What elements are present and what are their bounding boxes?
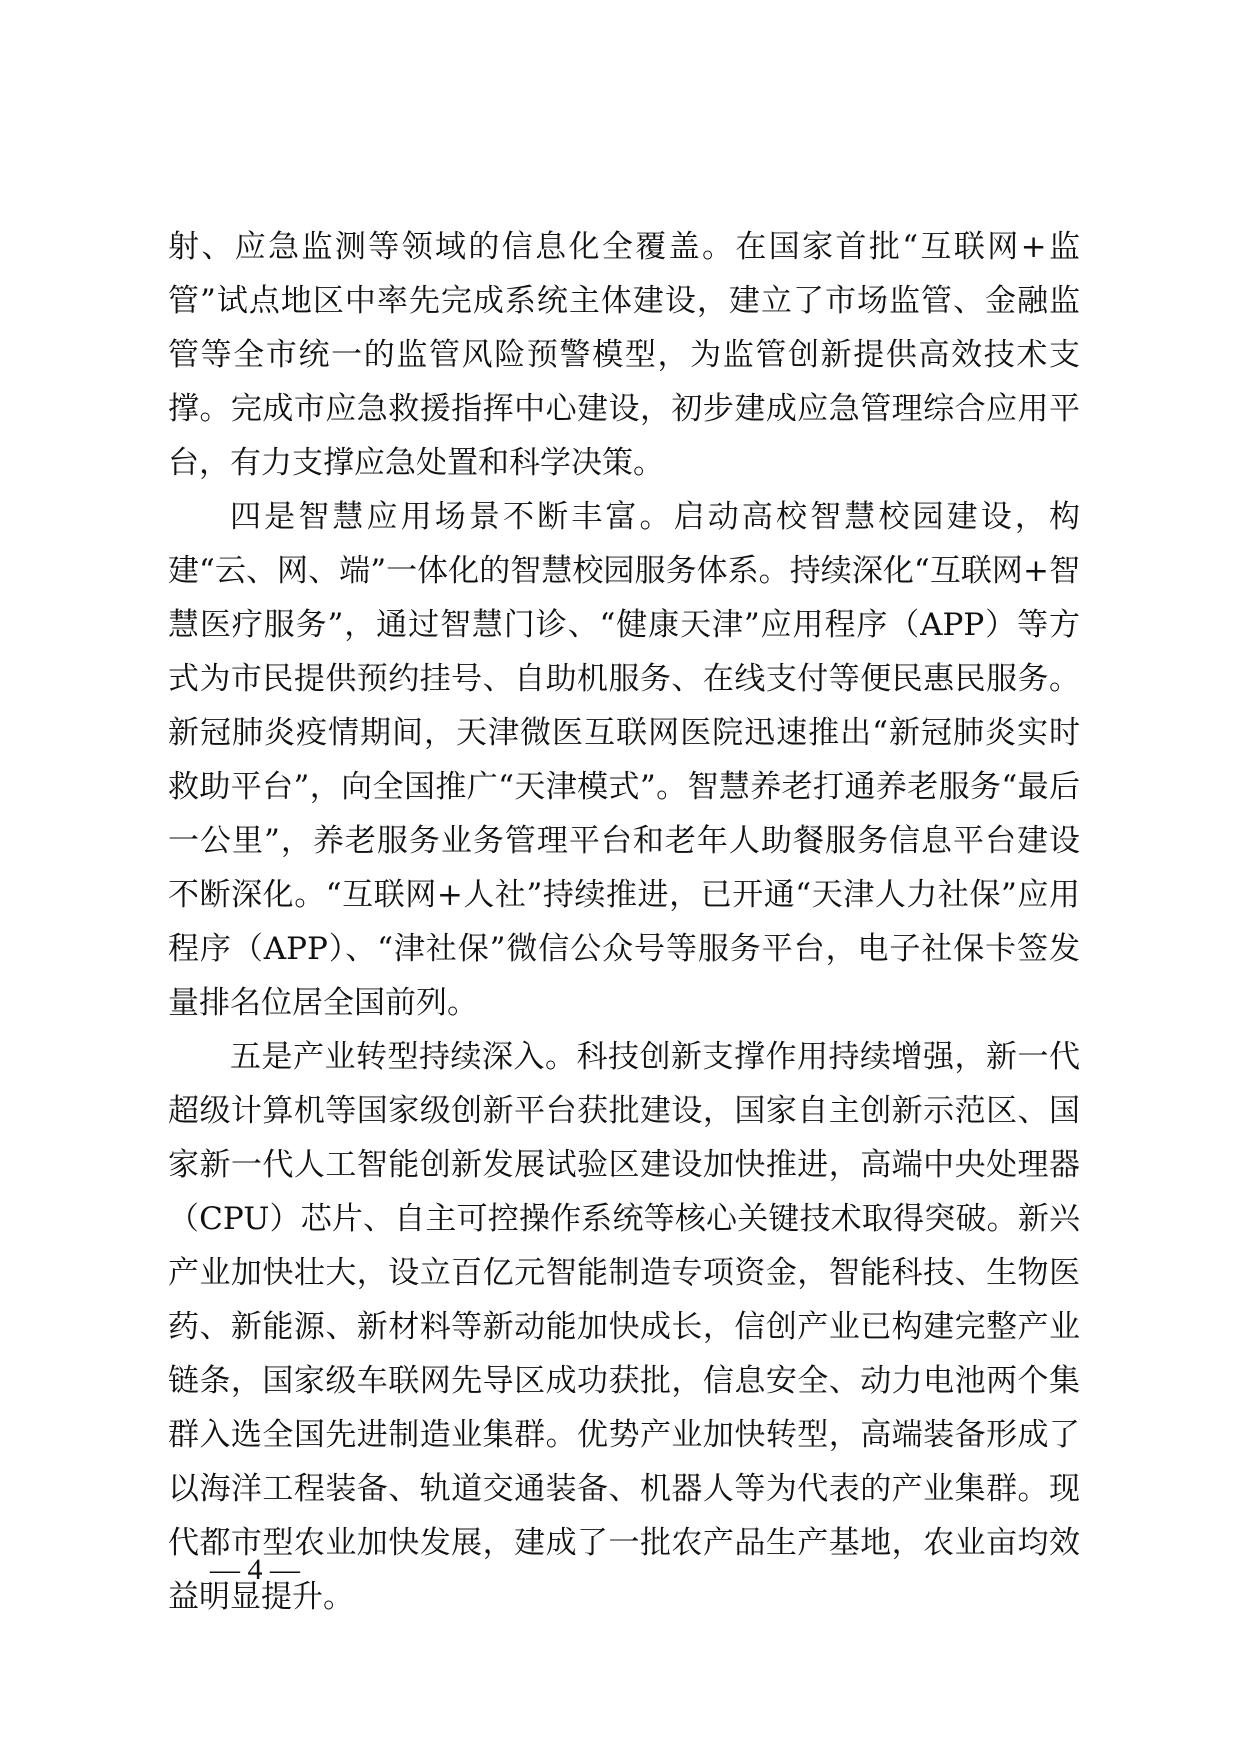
paragraph-continuation: 射、应急监测等领域的信息化全覆盖。在国家首批“互联网+监管”试点地区中率先完成系统主体建设，建立了市场监管、金融监管等全市统一的监管风险预警模型，为监管创新提供高效技术支撑。完成市应急救援指挥中心建设，初步建成应急管理综合应用平台，有力支撑应急处置和科学决策。: [168, 229, 1080, 481]
paragraph-smart-applications: 四是智慧应用场景不断丰富。启动高校智慧校园建设，构建“云、网、端”一体化的智慧校园服务体系。持续深化“互联网+智慧医疗服务”，通过智慧门诊、“健康天津”应用程序（APP）等方式为市民提供预约挂号、自助机服务、在线支付等便民惠民服务。新冠肺炎疫情期间，天津微医互联网医院迅速推出“新冠肺炎实时救助平台”，向全国推广“天津模式”。智慧养老打通养老服务“最后一公里”，养老服务业务管理平台和老年人助餐服务信息平台建设不断深化。“互联网+人社”持续推进，已开通“天津人力社保”应用程序（APP）、“津社保”微信公众号等服务平台，电子社保卡签发量排名位居全国前列。: [168, 499, 1080, 1021]
page-number: — 4 —: [210, 1553, 300, 1586]
paragraph-industry-transformation: 五是产业转型持续深入。科技创新支撑作用持续增强，新一代超级计算机等国家级创新平台获批建设，国家自主创新示范区、国家新一代人工智能创新发展试验区建设加快推进，高端中央处理器（CPU）芯片、自主可控操作系统等核心关键技术取得突破。新兴产业加快壮大，设立百亿元智能制造专项资金，智能科技、生物医药、新能源、新材料等新动能加快成长，信创产业已构建完整产业链条，国家级车联网先导区成功获批，信息安全、动力电池两个集群入选全国先进制造业集群。优势产业加快转型，高端装备形成了以海洋工程装备、轨道交通装备、机器人等为代表的产业集群。现代都市型农业加快发展，建成了一批农产品生产基地，农业亩均效益明显提升。: [168, 1039, 1080, 1615]
body-text: [168, 220, 1080, 1624]
